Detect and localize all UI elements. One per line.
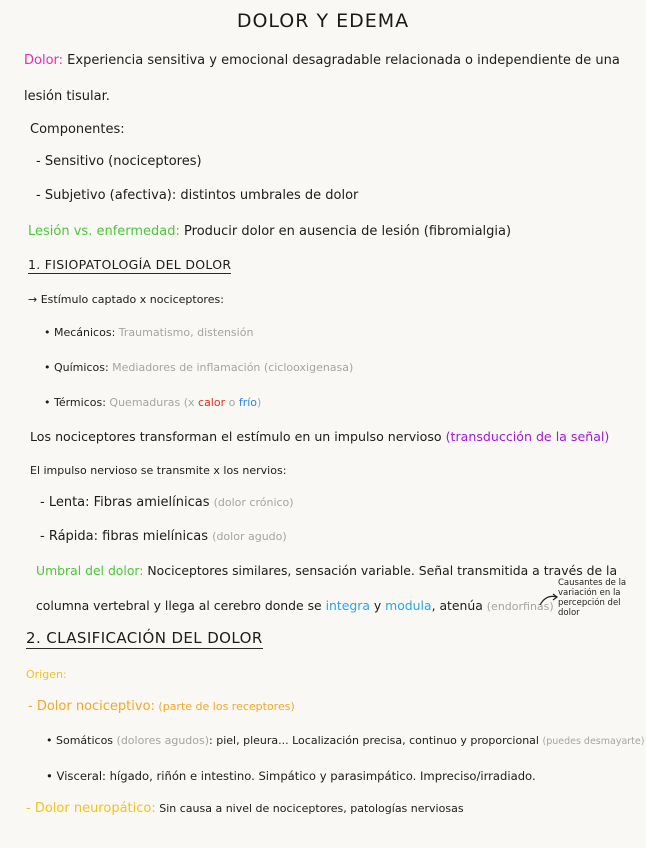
mecanicos-line <box>44 324 253 342</box>
somaticos-label: • Somáticos <box>46 734 117 747</box>
lenta-note: (dolor crónico) <box>213 496 294 509</box>
or-word: o <box>225 396 239 409</box>
quimicos-label: • Químicos: <box>44 361 109 374</box>
termicos-text: Quemaduras (x <box>105 396 199 409</box>
origen-label: Origen: <box>26 668 67 681</box>
rapida-note: (dolor agudo) <box>212 530 287 543</box>
mecanicos-label: • Mecánicos: <box>44 326 116 339</box>
quimicos-text: Mediadores de inflamación (ciclooxigenasa) <box>108 361 354 374</box>
neuropatico-term: - Dolor neuropático: <box>26 801 156 816</box>
endorfinas-note: (endorfinas) <box>486 600 554 613</box>
lesion-term: Lesión vs. enfermedad: <box>28 224 180 239</box>
neuropatico-text: Sin causa a nivel de nociceptores, patologías nerviosas <box>155 802 464 815</box>
termicos-label: • Térmicos: <box>44 396 106 409</box>
impulso-line: El impulso nervioso se transmite x los nervios: <box>30 464 287 477</box>
somaticos-note: (dolores agudos) <box>116 734 210 747</box>
dolor-definition-line2: lesión tisular. <box>24 89 110 104</box>
visceral-line: • Visceral: hígado, riñón e intestino. Simpático y parasimpático. Impreciso/irradiado. <box>46 769 536 783</box>
dolor-definition-text: Experiencia sensitiva y emocional desagradable relacionada o independiente de una <box>63 53 620 68</box>
section-heading-fisiopatologia: 1. FISIOPATOLOGÍA DEL DOLOR <box>28 257 232 272</box>
umbral-text: Nociceptores similares, sensación variable. Señal transmitida a través de la <box>143 563 618 578</box>
close-paren: ) <box>257 396 262 409</box>
rapida-line <box>40 528 287 546</box>
frio-word: frío <box>238 396 258 409</box>
somaticos-line <box>46 732 644 751</box>
nociceptivo-term: - Dolor nociceptivo: <box>28 699 155 714</box>
atenua-text: , atenúa <box>431 598 487 613</box>
mecanicos-text: Traumatismo, distensión <box>115 326 254 339</box>
curved-arrow-icon <box>538 592 560 608</box>
modula-word: modula <box>385 598 432 613</box>
transduccion-text: Los nociceptores transforman el estímulo en un impulso nervioso <box>30 429 446 444</box>
umbral-line <box>36 562 617 580</box>
termicos-line <box>44 394 261 412</box>
componentes-label: Componentes: <box>30 122 125 137</box>
estimulo-line: → Estímulo captado x nociceptores: <box>28 293 224 306</box>
integra-word: integra <box>325 598 370 613</box>
lenta-text: - Lenta: Fibras amielínicas <box>40 495 214 510</box>
neuropatico-line <box>26 800 464 818</box>
dolor-term: Dolor: <box>24 53 64 68</box>
componentes-item-subjetivo: - Subjetivo (afectiva): distintos umbrales de dolor <box>36 188 359 203</box>
componentes-item-sensitivo: - Sensitivo (nociceptores) <box>36 154 202 169</box>
transduccion-line <box>30 428 609 446</box>
lenta-line <box>40 494 294 512</box>
lesion-text: Producir dolor en ausencia de lesión (fibromialgia) <box>179 224 512 239</box>
somaticos-text: : piel, pleura... Localización precisa, continuo y proporcional <box>209 734 543 747</box>
variation-side-note: Causantes de la variación en la percepción del dolor <box>558 578 627 618</box>
columna-line <box>36 597 554 616</box>
dolor-definition-line1 <box>24 52 620 70</box>
section-heading-clasificacion: 2. CLASIFICACIÓN DEL DOLOR <box>26 629 263 647</box>
somaticos-tail: (puedes desmayarte) <box>542 736 645 747</box>
quimicos-line <box>44 359 353 377</box>
page-title: DOLOR Y EDEMA <box>236 10 410 32</box>
columna-text: columna vertebral y llega al cerebro donde se <box>36 598 326 613</box>
nociceptivo-line <box>28 698 295 716</box>
transduccion-term: (transducción de la señal) <box>445 429 610 444</box>
umbral-term: Umbral del dolor: <box>36 563 144 578</box>
lesion-line <box>28 223 511 241</box>
rapida-text: - Rápida: fibras mielínicas <box>40 529 213 544</box>
nociceptivo-text: (parte de los receptores) <box>154 700 295 713</box>
and-word: y <box>369 598 386 613</box>
calor-word: calor <box>198 396 226 409</box>
